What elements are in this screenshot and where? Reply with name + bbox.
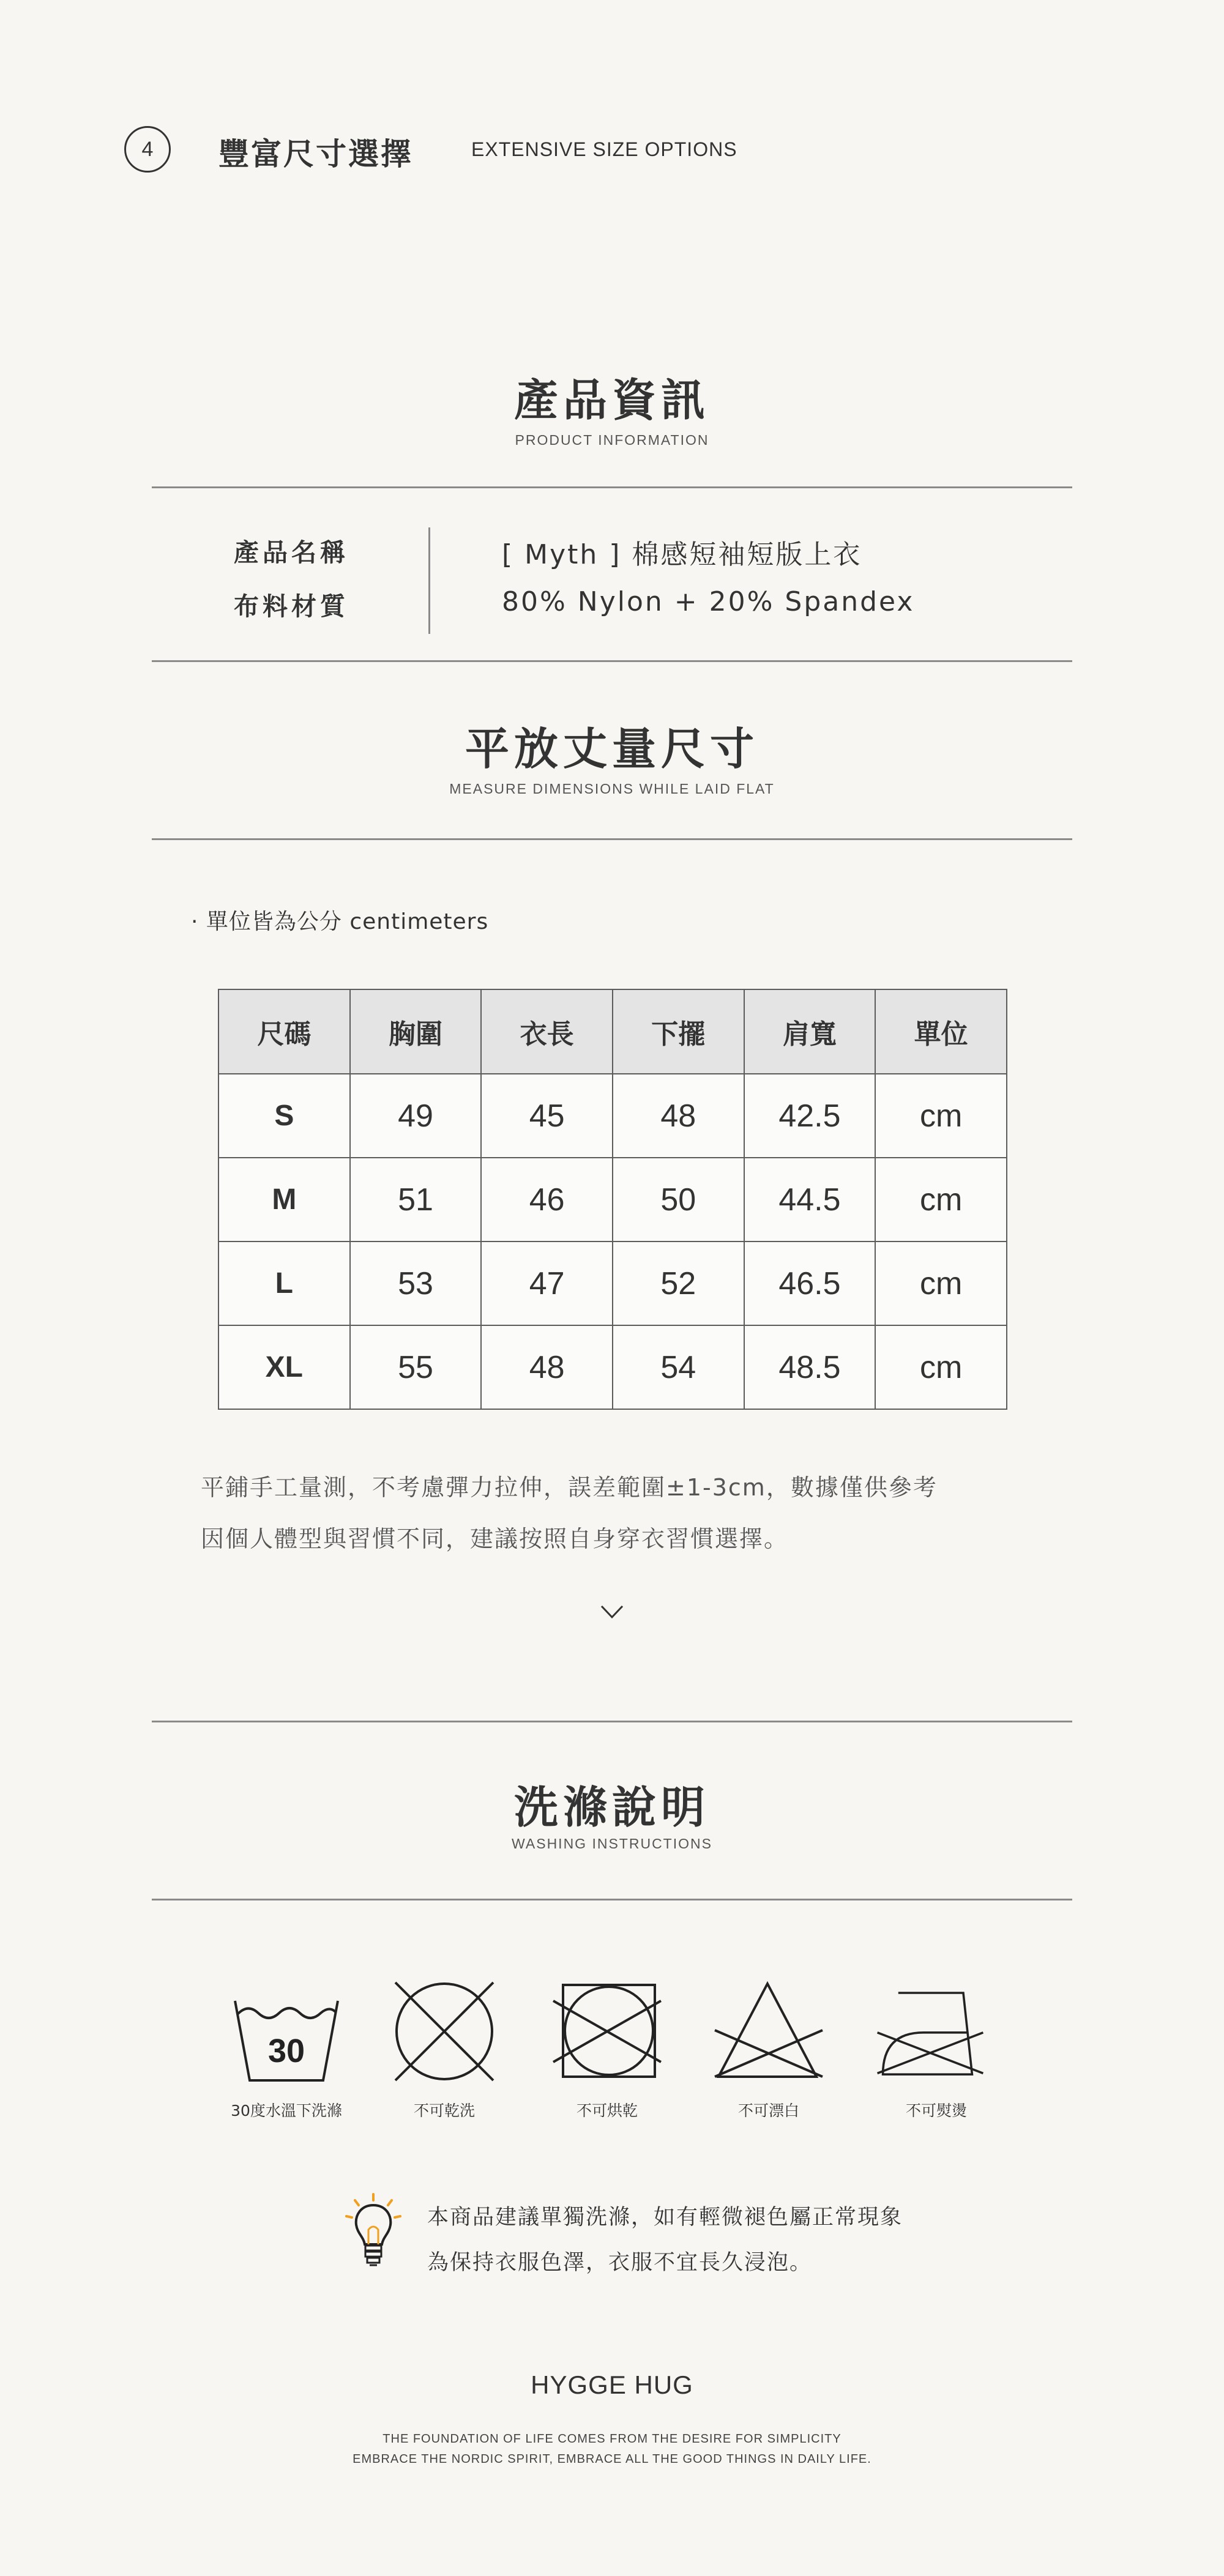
wash-label: 30度水溫下洗滌 (231, 2102, 342, 2120)
table-cell: 55 (350, 1325, 482, 1409)
table-header: 下擺 (613, 989, 744, 1074)
wash-temperature: 30 (267, 2033, 305, 2069)
table-header: 肩寬 (744, 989, 876, 1074)
divider (152, 486, 1072, 488)
table-cell: cm (875, 1241, 1007, 1325)
measure-title: 平放丈量尺寸 (465, 723, 759, 775)
divider (152, 660, 1072, 662)
info-divider (428, 527, 430, 634)
no-dry-clean-icon (389, 1976, 499, 2086)
table-header: 單位 (875, 989, 1007, 1074)
table-header: 衣長 (481, 989, 613, 1074)
fabric-label: 布料材質 (234, 592, 349, 621)
step-subtitle: EXTENSIVE SIZE OPTIONS (471, 138, 737, 160)
washing-tip: 為保持衣服色澤，衣服不宜長久浸泡。 (427, 2250, 813, 2275)
product-info-title: 產品資訊 (513, 374, 710, 426)
table-row (218, 1241, 1007, 1325)
table-cell: 48 (481, 1325, 613, 1409)
fabric-value: 80% Nylon + 20% Spandex (502, 586, 915, 617)
table-row (218, 1074, 1007, 1158)
unit-note: · 單位皆為公分 centimeters (191, 909, 489, 934)
no-iron-icon (875, 1976, 985, 2086)
step-title: 豐富尺寸選擇 (218, 136, 413, 172)
footer-line: EMBRACE THE NORDIC SPIRIT, EMBRACE ALL THE GOOD THINGS IN DAILY LIFE. (353, 2452, 871, 2466)
table-cell: 47 (481, 1241, 613, 1325)
table-cell: 49 (350, 1074, 482, 1158)
divider (152, 1899, 1072, 1900)
no-tumble-dry-icon (552, 1976, 662, 2086)
step-number-badge: 4 (124, 126, 171, 173)
product-name-value: [ Myth ] 棉感短袖短版上衣 (502, 539, 862, 570)
table-row (218, 1325, 1007, 1409)
table-header-row (218, 989, 1007, 1074)
washing-tip: 本商品建議單獨洗滌，如有輕微褪色屬正常現象 (427, 2205, 903, 2230)
table-header: 尺碼 (218, 989, 350, 1074)
table-cell: 42.5 (744, 1074, 876, 1158)
washing-subtitle: WASHING INSTRUCTIONS (512, 1836, 712, 1852)
footer-line: THE FOUNDATION OF LIFE COMES FROM THE DESIRE FOR SIMPLICITY (382, 2432, 842, 2446)
table-cell: 46 (481, 1158, 613, 1241)
table-row (218, 1158, 1007, 1241)
lightbulb-icon (343, 2192, 404, 2271)
wash-label: 不可漂白 (737, 2102, 799, 2120)
table-cell: cm (875, 1325, 1007, 1409)
wash-label: 不可乾洗 (413, 2102, 475, 2120)
table-cell: M (218, 1158, 350, 1241)
wash-label: 不可烘乾 (576, 2102, 638, 2120)
table-cell: cm (875, 1074, 1007, 1158)
table-cell: 46.5 (744, 1241, 876, 1325)
table-cell: S (218, 1074, 350, 1158)
table-cell: 51 (350, 1158, 482, 1241)
table-cell: L (218, 1241, 350, 1325)
measure-subtitle: MEASURE DIMENSIONS WHILE LAID FLAT (449, 781, 775, 797)
table-cell: 45 (481, 1074, 613, 1158)
washing-title: 洗滌說明 (513, 1782, 710, 1833)
divider (152, 1721, 1072, 1722)
size-table (218, 989, 1007, 1410)
table-cell: 53 (350, 1241, 482, 1325)
table-cell: 54 (613, 1325, 744, 1409)
table-cell: 52 (613, 1241, 744, 1325)
chevron-down-icon[interactable] (600, 1604, 624, 1619)
table-header: 胸圍 (350, 989, 482, 1074)
brand-name: HYGGE HUG (531, 2370, 693, 2399)
measure-note: 因個人體型與習慣不同，建議按照自身穿衣習慣選擇。 (201, 1525, 789, 1552)
measure-note: 平鋪手工量測，不考慮彈力拉伸，誤差範圍±1-3cm，數據僅供參考 (201, 1474, 938, 1501)
table-cell: XL (218, 1325, 350, 1409)
no-bleach-icon (714, 1976, 824, 2086)
table-cell: 50 (613, 1158, 744, 1241)
wash-label: 不可熨燙 (905, 2102, 967, 2120)
table-cell: 48.5 (744, 1325, 876, 1409)
product-info-subtitle: PRODUCT INFORMATION (515, 432, 709, 448)
table-cell: 48 (613, 1074, 744, 1158)
product-name-label: 產品名稱 (234, 538, 349, 567)
divider (152, 838, 1072, 840)
wash-30-icon (231, 1976, 341, 2086)
table-cell: cm (875, 1158, 1007, 1241)
table-cell: 44.5 (744, 1158, 876, 1241)
